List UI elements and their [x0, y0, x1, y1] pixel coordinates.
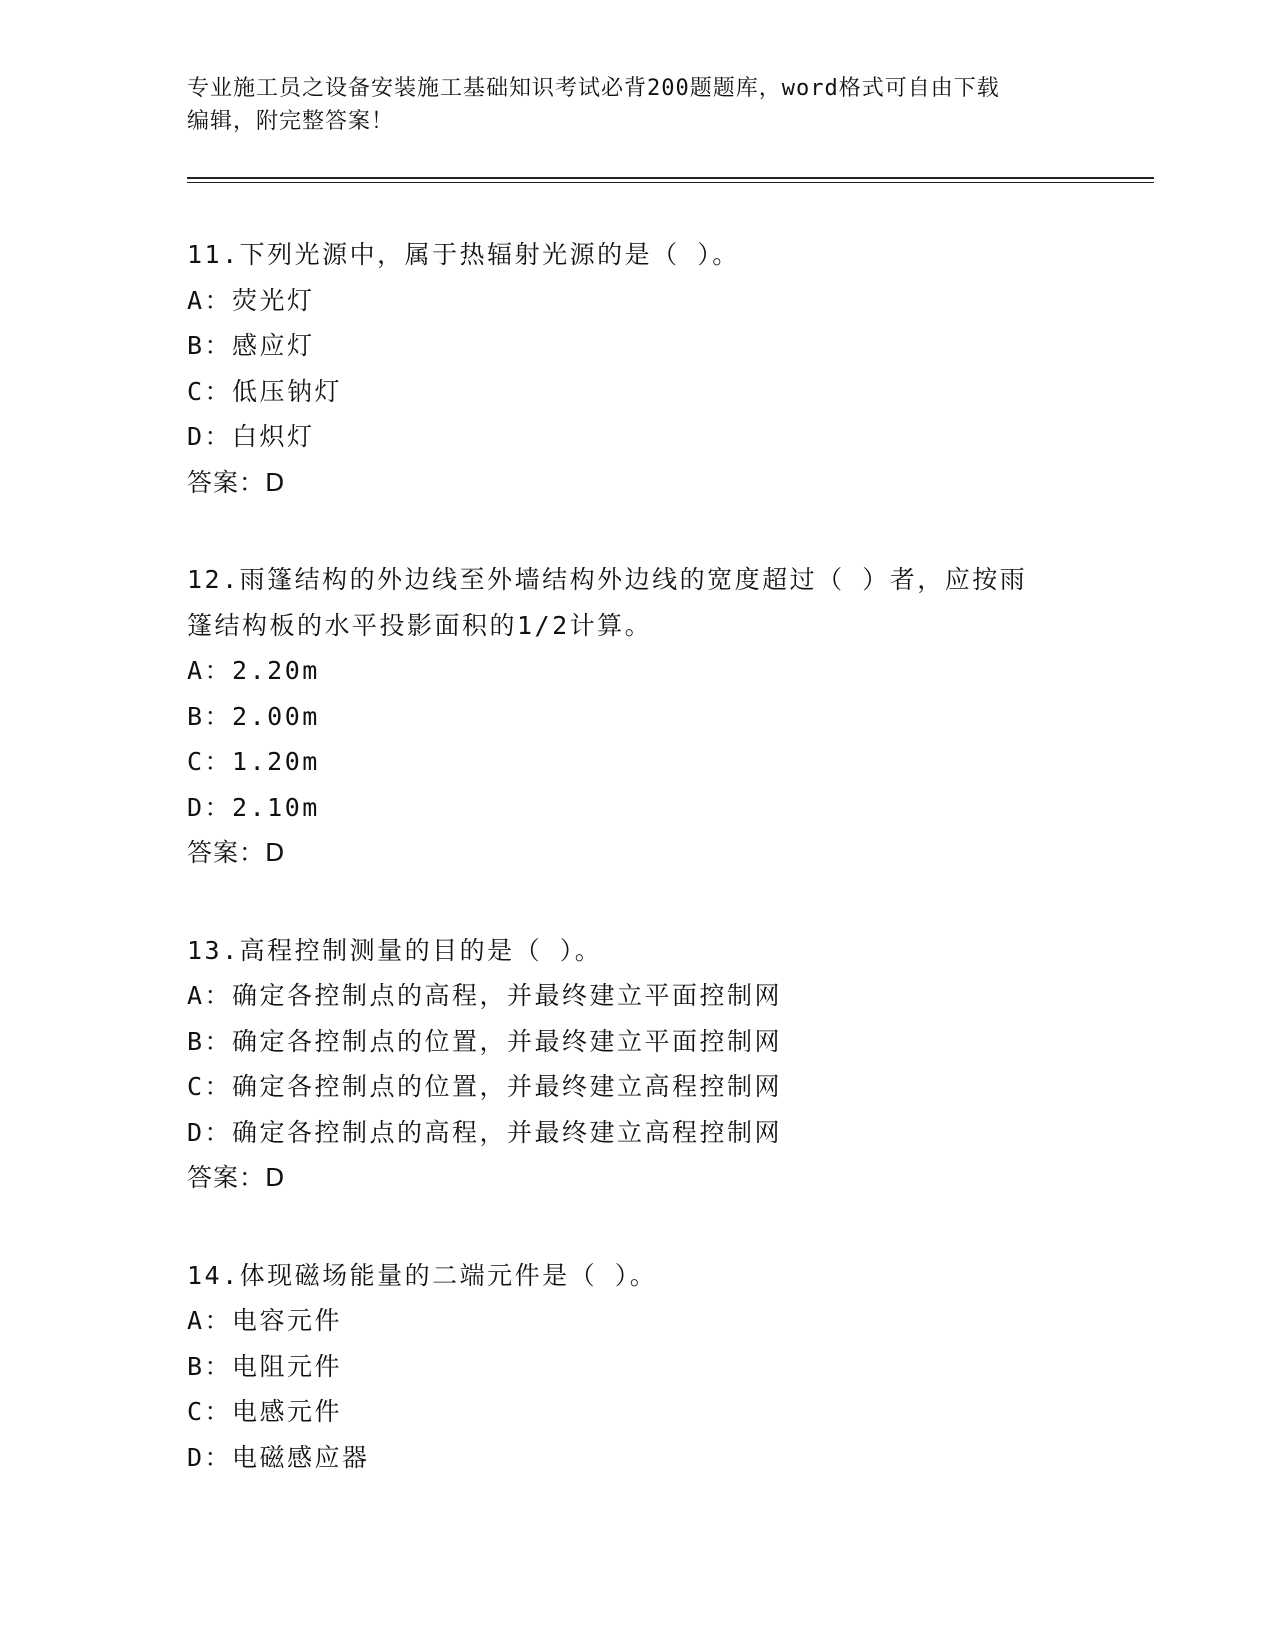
option-a: A：确定各控制点的高程，并最终建立平面控制网 — [187, 981, 783, 1010]
option-d: D：2.10m — [187, 792, 320, 822]
option-d: D：白炽灯 — [187, 422, 315, 451]
option-c: C：低压钠灯 — [187, 376, 343, 406]
header-divider-thick — [187, 177, 1154, 179]
answer-line: 答案：D — [187, 1163, 286, 1192]
header-divider-thin — [187, 182, 1154, 183]
option-a: A：电容元件 — [187, 1306, 343, 1335]
question-stem: 14.体现磁场能量的二端元件是（ ）。 — [187, 1260, 658, 1290]
question-stem-line-1: 12.雨篷结构的外边线至外墙结构外边线的宽度超过（ ）者，应按雨 — [187, 565, 1028, 594]
answer-line: 答案：D — [187, 467, 286, 497]
question-item — [187, 232, 1087, 505]
question-stem-line-2: 篷结构板的水平投影面积的1/2计算。 — [187, 610, 653, 640]
option-c: C：电感元件 — [187, 1397, 343, 1426]
question-item — [187, 928, 1087, 1201]
question-list — [187, 232, 1087, 1532]
option-a: A：2.20m — [187, 656, 320, 685]
option-c: C：确定各控制点的位置，并最终建立高程控制网 — [187, 1072, 783, 1101]
question-stem: 13.高程控制测量的目的是（ ）。 — [187, 935, 603, 965]
option-b: B：感应灯 — [187, 331, 315, 360]
question-item — [187, 1253, 1087, 1481]
document-header — [187, 72, 1087, 138]
option-c: C：1.20m — [187, 747, 320, 776]
option-b: B：电阻元件 — [187, 1351, 343, 1381]
option-d: D：确定各控制点的高程，并最终建立高程控制网 — [187, 1117, 783, 1147]
question-item — [187, 557, 1087, 876]
option-b: B：确定各控制点的位置，并最终建立平面控制网 — [187, 1026, 783, 1056]
option-b: B：2.00m — [187, 701, 320, 731]
answer-line: 答案：D — [187, 838, 286, 867]
header-line-1: 专业施工员之设备安装施工基础知识考试必背200题题库，word格式可自由下载 — [187, 76, 1000, 101]
question-stem: 11.下列光源中，属于热辐射光源的是（ ）。 — [187, 240, 740, 269]
option-a: A：荧光灯 — [187, 285, 315, 315]
option-d: D：电磁感应器 — [187, 1442, 370, 1472]
header-line-2: 编辑，附完整答案！ — [187, 109, 395, 134]
